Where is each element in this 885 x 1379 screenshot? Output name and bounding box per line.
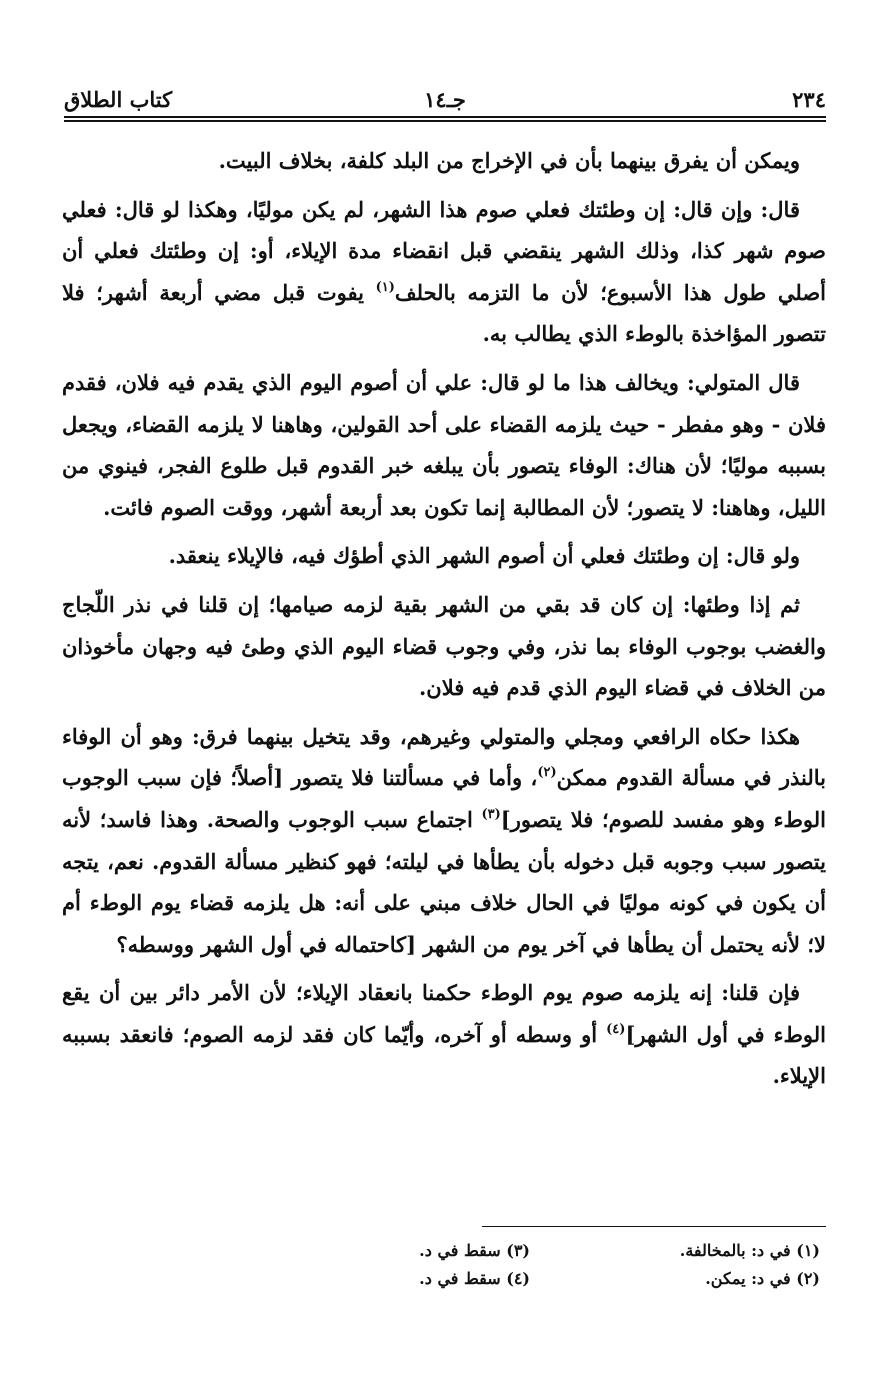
- page-header: [64, 78, 826, 112]
- paragraph: قال: وإن قال: إن وطئتك فعلي صوم هذا الشهر، لم يكن موليًا، وهكذا لو قال: فعلي صوم شهر كذا، وذلك الشهر ينقضي قبل انقضاء مدة الإيلاء، أو: إن وطئتك فعلي أن أصلي طول هذا الأسبوع؛ لأن ما التزمه بالحلف$^{(١)}$ يفوت قبل مضي أربعة أشهر؛ فلا تتصور المؤاخذة بالوطء الذي يطالب به.: [62, 196, 826, 347]
- main-text: [62, 140, 826, 1104]
- paragraph: هكذا حكاه الرافعي ومجلي والمتولي وغيرهم، وقد يتخيل بينهما فرق: وهو أن الوفاء بالنذر في مسألة القدوم ممكن$^{(٢)}$، وأما في مسألتنا فلا يتصور [أصلاً؛ فإن سبب الوجوب الوطء وهو مفسد للصوم؛ فلا يتصور]$^{(٣)}$ اجتماع سبب الوجوب والصحة. وهذا فاسد؛ لأنه يتصور سبب وجوبه قبل دخوله بأن يطأها في ليلته؛ فهو كنظير مسألة القدوم. نعم، يتجه أن يكون في كونه موليًا في الحال خلاف مبني على أنه: هل يلزمه قضاء يوم الوطء أم لا؛ لأنه يحتمل أن يطأها في آخر يوم من الشهر [كاحتماله في أول الشهر ووسطه؟: [62, 723, 827, 957]
- header-rule-double: [64, 120, 826, 122]
- footnotes: [240, 1238, 820, 1292]
- volume-label: جـ١٤: [424, 87, 466, 112]
- footnote-ref: (٢): [537, 765, 557, 781]
- header-rule: [64, 116, 826, 118]
- paragraph: ثم إذا وطئها: إن كان قد بقي من الشهر بقية لزمه صيامها؛ إن قلنا في نذر اللّجاج والغضب بوجوب الوفاء بما نذر، وفي وجوب قضاء اليوم الذي وطئ فيه وجهان مأخوذان من الخلاف في قضاء اليوم الذي قدم فيه فلان.: [62, 591, 826, 701]
- footnote-ref: (٤): [606, 1021, 626, 1037]
- page-number: ٢٣٤: [792, 87, 826, 112]
- footnote: (٤) سقط في د.: [419, 1269, 530, 1288]
- paragraph: فإن قلنا: إنه يلزمه صوم يوم الوطء حكمنا بانعقاد الإيلاء؛ لأن الأمر دائر بين أن يقع الوطء في أول الشهر]$^{(٤)}$ أو وسطه أو آخره، وأيّما كان فقد لزمه الصوم؛ فانعقد بسببه الإيلاء.: [62, 980, 826, 1089]
- paragraph: ويمكن أن يفرق بينهما بأن في الإخراج من البلد كلفة، بخلاف البيت.: [218, 148, 800, 173]
- book-title: كتاب الطلاق: [64, 87, 173, 112]
- footnote: (٣) سقط في د.: [419, 1241, 530, 1260]
- paragraph: ولو قال: إن وطئتك فعلي أن أصوم الشهر الذي أطؤك فيه، فالإيلاء ينعقد.: [168, 543, 800, 569]
- footnote-ref: (٣): [481, 806, 501, 822]
- footnote: (١) في د: بالمخالفة.: [679, 1241, 820, 1260]
- footnote: (٢) في د: يمكن.: [705, 1269, 820, 1288]
- paragraph: قال المتولي: ويخالف هذا ما لو قال: علي أن أصوم اليوم الذي يقدم فيه فلان، فقدم فلان - وهو مفطر - حيث يلزمه القضاء على أحد القولين، وهاهنا لا يلزمه القضاء، ويجعل بسببه موليًا؛ لأن هناك: الوفاء يتصور بأن يبلغه خبر القدوم قبل طلوع الفجر، فينوي من الليل، وهاهنا: لا يتصور؛ لأن المطالبة إنما تكون بعد أربعة أشهر، ووقت الصوم فائت.: [62, 369, 826, 520]
- footnote-separator: [482, 1226, 826, 1227]
- footnote-ref: (١): [375, 279, 395, 295]
